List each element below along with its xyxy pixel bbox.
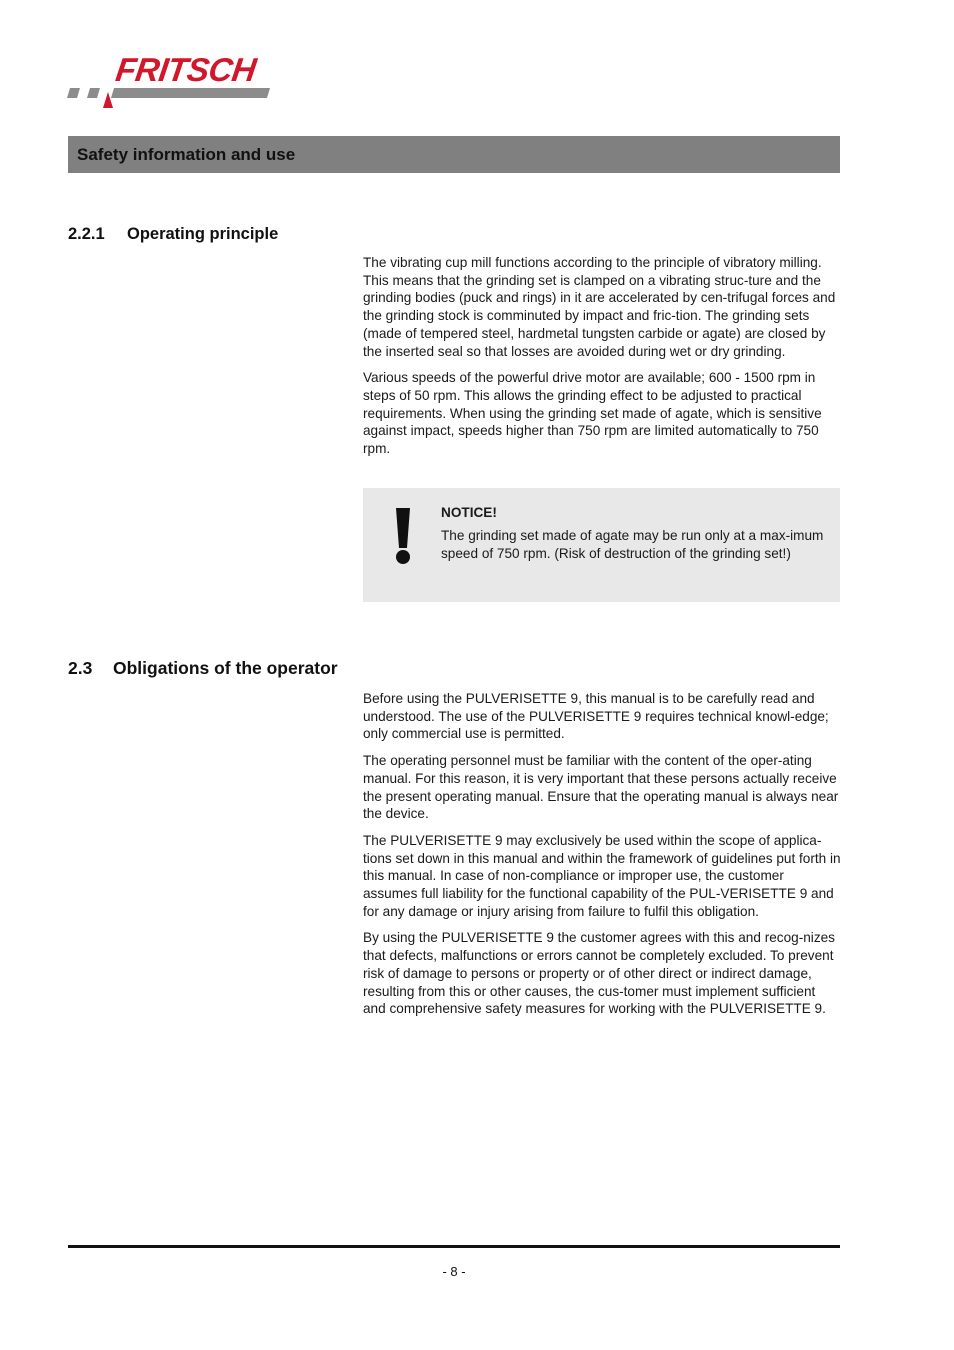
obligations-body <box>363 690 841 1027</box>
notice-title: NOTICE! <box>441 505 497 520</box>
paragraph: The operating personnel must be familiar with the content of the oper-ating manual. For this reason, it is very important that these persons actually receive the present operating manual. Ensure that the operating manual is always near the device. <box>363 753 839 822</box>
paragraph: Various speeds of the powerful drive motor are available; 600 - 1500 rpm in steps of 50 rpm. This allows the grinding effect to be adjusted to practical requirements. When using the grinding set made of agate, which is sensitive against impact, speeds higher than 750 rpm are limited automatically to 750 rpm. <box>363 370 822 457</box>
heading-text: Obligations of the operator <box>113 658 338 678</box>
paragraph: The vibrating cup mill functions according to the principle of vibratory milling. This means that the grinding set is clamped on a vibrating struc-ture and the grinding bodies (puck and rings) in it are accelerated by cen-trifugal forces and the grinding stock is comminuted by impact and fric-tion. The grinding sets (made of tempered steel, hardmetal tungsten carbide or agate) are closed by the inserted seal so that losses are avoided during wet or dry grinding. <box>363 255 836 359</box>
fritsch-logo <box>66 52 286 112</box>
paragraph: By using the PULVERISETTE 9 the customer agrees with this and recog-nizes that defects, malfunctions or errors cannot be completely excluded. To prevent risk of damage to persons or property or of other direct or indirect damage, resulting from this or other causes, the cus-tomer must implement sufficient and comprehensive safety measures for working with the PULVERISETTE 9. <box>363 930 835 1017</box>
paragraph: The PULVERISETTE 9 may exclusively be used within the scope of applica-tions set down in this manual and within the framework of guidelines put forth in this manual. In case of non-compliance or improper use, the customer assumes full liability for the functional capability of the PUL-VERISETTE 9 and for any damage or injury arising from failure to fulfil this obligation. <box>363 832 841 919</box>
heading-number: 2.3 <box>68 658 93 678</box>
exclamation-icon <box>393 508 413 564</box>
heading-obligations-of-operator <box>68 658 338 679</box>
heading-operating-principle <box>68 225 278 244</box>
notice-text: The grinding set made of agate may be run only at a max-imum speed of 750 rpm. (Risk of destruction of the grinding set!) <box>441 528 824 561</box>
logo-wordmark: FRITSCH <box>113 51 259 88</box>
section-title-bar <box>68 136 840 173</box>
heading-text: Operating principle <box>127 225 279 243</box>
footer-divider <box>68 1245 840 1248</box>
heading-number: 2.2.1 <box>68 225 105 243</box>
operating-principle-body <box>363 254 841 467</box>
notice-content <box>441 504 833 562</box>
notice-box <box>363 488 840 602</box>
section-title: Safety information and use <box>77 145 296 164</box>
page-number: - 8 - <box>442 1264 466 1279</box>
paragraph: Before using the PULVERISETTE 9, this manual is to be carefully read and understood. The use of the PULVERISETTE 9 requires technical knowl-edge; only commercial use is permitted. <box>363 691 829 742</box>
